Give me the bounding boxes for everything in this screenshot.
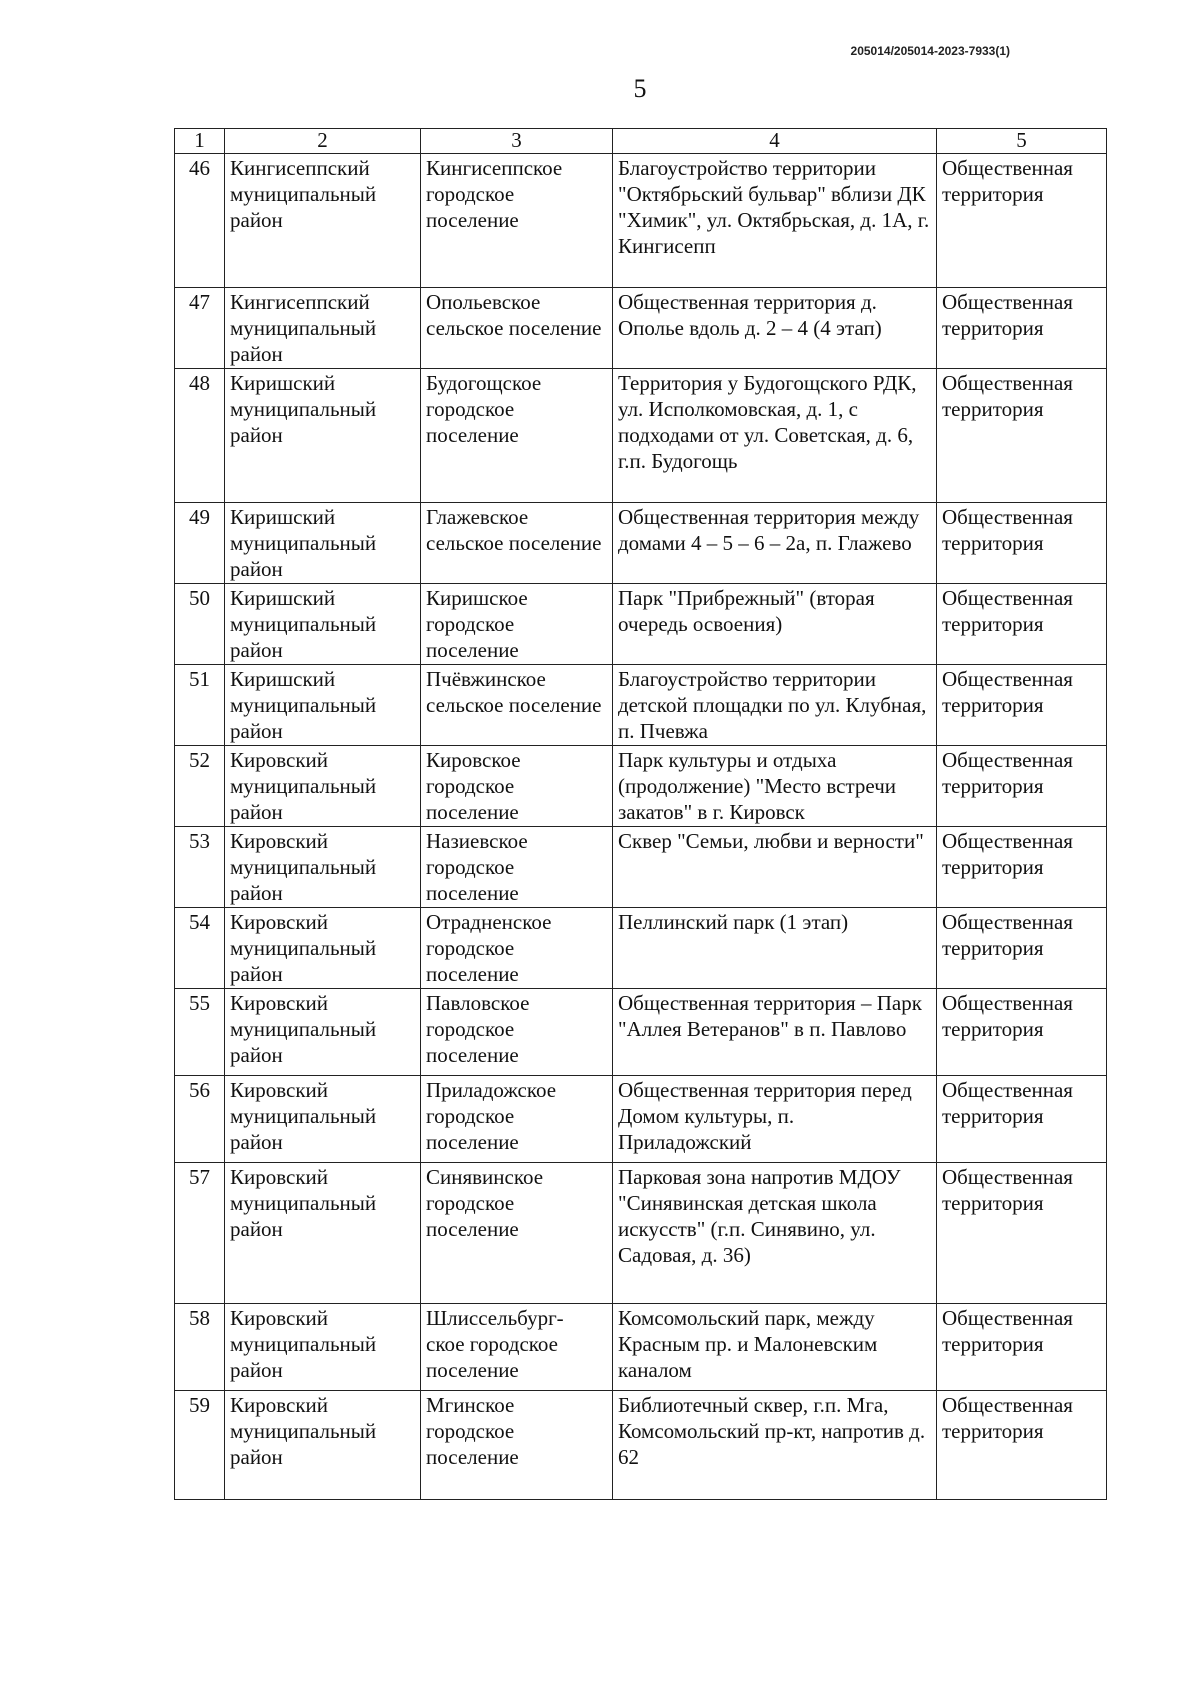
row-number: 57 bbox=[175, 1163, 225, 1304]
row-number: 51 bbox=[175, 665, 225, 746]
document-number: 205014/205014-2023-7933(1) bbox=[850, 44, 1010, 58]
object-cell: Парк "Прибрежный" (вторая очередь освоения) bbox=[613, 584, 937, 665]
district-cell: Киришский муниципальный район bbox=[225, 665, 421, 746]
district-cell: Кировский муниципальный район bbox=[225, 1076, 421, 1163]
object-cell: Пеллинский парк (1 этап) bbox=[613, 908, 937, 989]
settlement-cell: Будогощское городское поселение bbox=[421, 369, 613, 503]
page-number: 5 bbox=[633, 74, 647, 103]
type-cell: Общественная территория bbox=[937, 1076, 1107, 1163]
district-cell: Кировский муниципальный район bbox=[225, 827, 421, 908]
object-cell: Комсомольский парк, между Красным пр. и Малоневским каналом bbox=[613, 1304, 937, 1391]
row-number: 56 bbox=[175, 1076, 225, 1163]
column-header: 5 bbox=[937, 129, 1107, 154]
table-row bbox=[175, 154, 1107, 288]
type-cell: Общественная территория bbox=[937, 1391, 1107, 1500]
settlement-cell: Кировское городское поселение bbox=[421, 746, 613, 827]
settlement-cell: Синявинское городское поселение bbox=[421, 1163, 613, 1304]
settlement-cell: Глажевское сельское поселение bbox=[421, 503, 613, 584]
district-cell: Киришский муниципальный район bbox=[225, 503, 421, 584]
column-header: 4 bbox=[613, 129, 937, 154]
row-number: 54 bbox=[175, 908, 225, 989]
object-cell: Общественная территория перед Домом культуры, п. Приладожский bbox=[613, 1076, 937, 1163]
district-cell: Кировский муниципальный район bbox=[225, 746, 421, 827]
object-cell: Сквер "Семьи, любви и верности" bbox=[613, 827, 937, 908]
row-number: 59 bbox=[175, 1391, 225, 1500]
object-cell: Общественная территория между домами 4 – 5 – 6 – 2а, п. Глажево bbox=[613, 503, 937, 584]
row-number: 55 bbox=[175, 989, 225, 1076]
table-row bbox=[175, 665, 1107, 746]
settlement-cell: Пчёвжинское сельское поселение bbox=[421, 665, 613, 746]
type-cell: Общественная территория bbox=[937, 1304, 1107, 1391]
object-cell: Общественная территория д. Ополье вдоль д. 2 – 4 (4 этап) bbox=[613, 288, 937, 369]
district-cell: Киришский муниципальный район bbox=[225, 584, 421, 665]
settlement-cell: Мгинское городское поселение bbox=[421, 1391, 613, 1500]
settlement-cell: Назиевское городское поселение bbox=[421, 827, 613, 908]
table-row bbox=[175, 503, 1107, 584]
object-cell: Парк культуры и отдыха (продолжение) "Место встречи закатов" в г. Кировск bbox=[613, 746, 937, 827]
type-cell: Общественная территория bbox=[937, 1163, 1107, 1304]
district-cell: Кингисеппский муниципальный район bbox=[225, 288, 421, 369]
table-row bbox=[175, 288, 1107, 369]
settlement-cell: Приладожское городское поселение bbox=[421, 1076, 613, 1163]
type-cell: Общественная территория bbox=[937, 154, 1107, 288]
row-number: 49 bbox=[175, 503, 225, 584]
settlement-cell: Павловское городское поселение bbox=[421, 989, 613, 1076]
type-cell: Общественная территория bbox=[937, 908, 1107, 989]
object-cell: Парковая зона напротив МДОУ "Синявинская детская школа искусств" (г.п. Синявино, ул. Садовая, д. 36) bbox=[613, 1163, 937, 1304]
table-row bbox=[175, 746, 1107, 827]
type-cell: Общественная территория bbox=[937, 584, 1107, 665]
table-row bbox=[175, 989, 1107, 1076]
object-cell: Территория у Будогощского РДК, ул. Исполкомовская, д. 1, с подходами от ул. Советская, д. 6, г.п. Будогощь bbox=[613, 369, 937, 503]
row-number: 47 bbox=[175, 288, 225, 369]
district-cell: Киришский муниципальный район bbox=[225, 369, 421, 503]
type-cell: Общественная территория bbox=[937, 665, 1107, 746]
type-cell: Общественная территория bbox=[937, 288, 1107, 369]
type-cell: Общественная территория bbox=[937, 369, 1107, 503]
row-number: 53 bbox=[175, 827, 225, 908]
table-header-row bbox=[175, 129, 1107, 154]
type-cell: Общественная территория bbox=[937, 989, 1107, 1076]
row-number: 52 bbox=[175, 746, 225, 827]
table-row bbox=[175, 584, 1107, 665]
district-cell: Кировский муниципальный район bbox=[225, 1391, 421, 1500]
row-number: 46 bbox=[175, 154, 225, 288]
table-row bbox=[175, 908, 1107, 989]
settlement-cell: Кингисеппское городское поселение bbox=[421, 154, 613, 288]
row-number: 50 bbox=[175, 584, 225, 665]
settlement-cell: Киришское городское поселение bbox=[421, 584, 613, 665]
district-cell: Кировский муниципальный район bbox=[225, 908, 421, 989]
district-cell: Кировский муниципальный район bbox=[225, 1304, 421, 1391]
district-cell: Кингисеппский муниципальный район bbox=[225, 154, 421, 288]
object-cell: Библиотечный сквер, г.п. Мга, Комсомольский пр-кт, напротив д. 62 bbox=[613, 1391, 937, 1500]
table-row bbox=[175, 1304, 1107, 1391]
district-cell: Кировский муниципальный район bbox=[225, 989, 421, 1076]
table-row bbox=[175, 1163, 1107, 1304]
settlement-cell: Шлиссельбург- ское городское поселение bbox=[421, 1304, 613, 1391]
table-row bbox=[175, 369, 1107, 503]
table-row bbox=[175, 1076, 1107, 1163]
table-row bbox=[175, 1391, 1107, 1500]
territory-table bbox=[174, 128, 1107, 1500]
type-cell: Общественная территория bbox=[937, 746, 1107, 827]
row-number: 58 bbox=[175, 1304, 225, 1391]
type-cell: Общественная территория bbox=[937, 503, 1107, 584]
object-cell: Общественная территория – Парк "Аллея Ветеранов" в п. Павлово bbox=[613, 989, 937, 1076]
settlement-cell: Опольевское сельское поселение bbox=[421, 288, 613, 369]
object-cell: Благоустройство территории "Октябрьский бульвар" вблизи ДК "Химик", ул. Октябрьская, д. 1А, г. Кингисепп bbox=[613, 154, 937, 288]
table-row bbox=[175, 827, 1107, 908]
row-number: 48 bbox=[175, 369, 225, 503]
district-cell: Кировский муниципальный район bbox=[225, 1163, 421, 1304]
column-header: 2 bbox=[225, 129, 421, 154]
object-cell: Благоустройство территории детской площадки по ул. Клубная, п. Пчевжа bbox=[613, 665, 937, 746]
type-cell: Общественная территория bbox=[937, 827, 1107, 908]
column-header: 1 bbox=[175, 129, 225, 154]
column-header: 3 bbox=[421, 129, 613, 154]
settlement-cell: Отрадненское городское поселение bbox=[421, 908, 613, 989]
